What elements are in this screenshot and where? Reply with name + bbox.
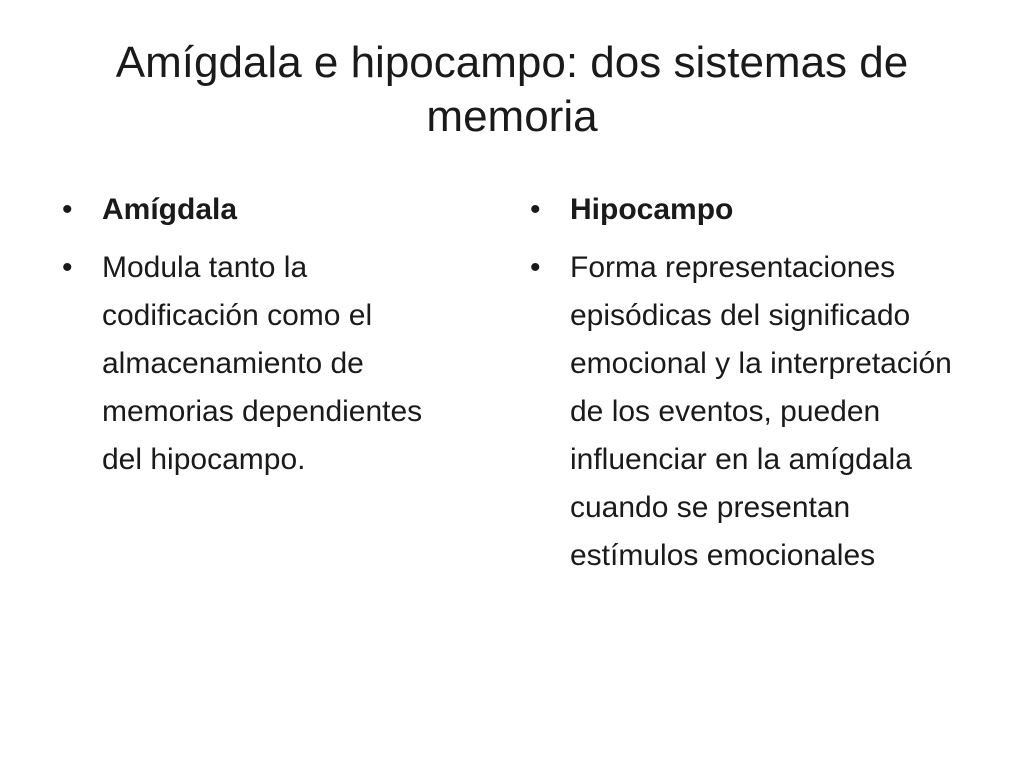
bullet-item-amigdala-text (60, 244, 460, 484)
bullet-icon: • (62, 193, 73, 226)
bullet-icon: • (530, 193, 541, 226)
bullet-icon: • (62, 251, 73, 284)
amigdala-description: Modula tanto la codificación como el almacenamiento de memorias dependientes del hipocampo. (102, 251, 423, 476)
amigdala-heading: Amígdala (102, 193, 238, 226)
right-column (528, 186, 968, 590)
bullet-item-amigdala-heading (60, 186, 460, 234)
bullet-item-hipocampo-text (528, 244, 968, 580)
bullet-item-hipocampo-heading (528, 186, 968, 234)
hipocampo-heading: Hipocampo (570, 193, 734, 226)
hipocampo-description: Forma representaciones episódicas del significado emocional y la interpretación de los eventos, pueden influenciar en la amígdala cuando se presentan estímulos emocionales (570, 251, 952, 572)
bullet-icon: • (530, 251, 541, 284)
slide-title: Amígdala e hipocampo: dos sistemas de memoria (115, 38, 909, 141)
left-column (60, 186, 460, 494)
